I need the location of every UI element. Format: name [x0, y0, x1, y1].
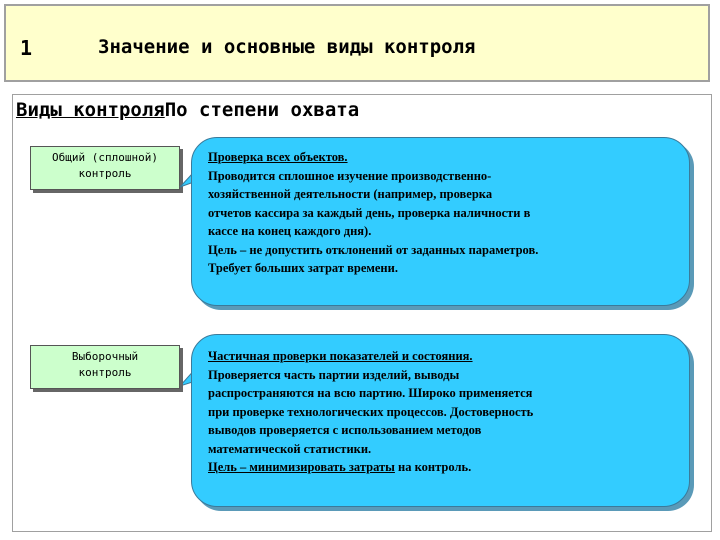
- slide-title: Значение и основные виды контроля: [98, 36, 476, 58]
- callout-goal-underlined: Цель – минимизировать затраты: [208, 460, 395, 474]
- callout-general-control: [191, 137, 690, 306]
- callout-extra: Требует больших затрат времени.: [208, 261, 398, 275]
- label-line: Выборочный: [71, 350, 139, 363]
- callout-line: Проводится сплошное изучение производственно-: [208, 168, 492, 183]
- callout-line: при проверке технологических процессов. Достоверность: [208, 404, 534, 419]
- callout-selective-control: [191, 334, 690, 507]
- slide-number: 1: [20, 36, 33, 60]
- callout-goal-rest: на контроль.: [394, 460, 472, 474]
- label-box-selective-control: [30, 345, 180, 389]
- callout-heading: Проверка всех объектов.: [208, 150, 348, 164]
- label-line: контроль: [78, 167, 132, 180]
- callout-line: выводов проверяется с использованием методов: [208, 423, 482, 437]
- callout-line: хозяйственной деятельности (например, проверка: [208, 187, 493, 201]
- callout-line: математической статистики.: [208, 441, 372, 456]
- callout-line: кассе на конец каждого дня).: [208, 224, 372, 238]
- callout-line: распространяются на всю партию. Широко применяется: [208, 386, 533, 400]
- callout-goal: [208, 458, 681, 477]
- section-title-sub: По степени охвата: [164, 99, 360, 121]
- callout-line: Проверяется часть партии изделий, выводы: [208, 367, 460, 382]
- section-title-main: Виды контроля: [16, 99, 165, 121]
- callout-line: отчетов кассира за каждый день, проверка наличности в: [208, 205, 531, 220]
- label-line: контроль: [78, 366, 132, 379]
- callout-goal: Цель – не допустить отклонений от заданных параметров.: [208, 242, 539, 257]
- callout-heading: Частичная проверки показателей и состояния.: [208, 349, 473, 363]
- label-line: Общий (сплошной): [52, 151, 158, 164]
